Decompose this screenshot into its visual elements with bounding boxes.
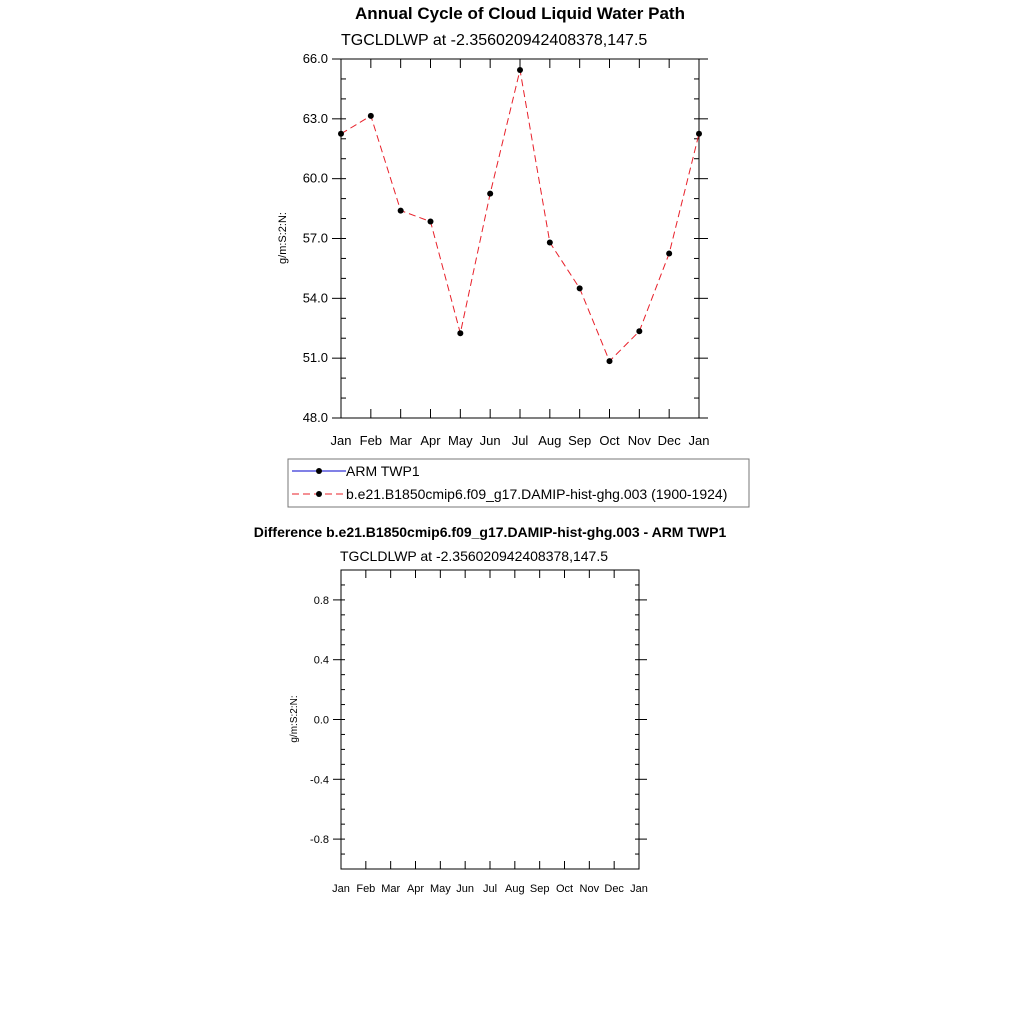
x-tick-label: Oct — [599, 433, 620, 448]
x-tick-label: Feb — [359, 433, 383, 448]
y-tick-label: -0.4 — [310, 774, 329, 787]
y-tick-label: -0.8 — [310, 834, 329, 847]
x-tick-label: Dec — [657, 433, 681, 448]
y-tick-label: 63.0 — [302, 110, 328, 126]
series-2-point — [398, 208, 404, 214]
x-tick-label: Jul — [482, 883, 498, 895]
y-tick-label: 0.4 — [313, 654, 329, 667]
series-2-line — [341, 70, 699, 361]
x-tick-label: Jan — [630, 883, 648, 895]
difference-chart-title: Difference b.e21.B1850cmip6.f09_g17.DAMIP-hist-ghg.003 - ARM TWP1 — [253, 524, 727, 540]
y-tick-label: 57.0 — [302, 230, 328, 246]
series-2-point — [457, 330, 463, 336]
series-2-point — [428, 219, 434, 225]
series-2-point — [696, 131, 702, 137]
x-tick-label: Feb — [356, 883, 376, 895]
x-tick-label: Jun — [456, 883, 475, 895]
difference-chart-subtitle: TGCLDLWP at -2.356020942408378,147.5 — [340, 548, 609, 564]
x-tick-label: May — [429, 883, 451, 895]
series-2-point — [487, 191, 493, 197]
x-tick-label: Dec — [604, 883, 624, 895]
y-tick-label: 54.0 — [302, 290, 328, 306]
x-tick-label: Aug — [505, 883, 525, 895]
series-2-point — [338, 131, 344, 137]
series-2-point — [547, 239, 553, 245]
legend-marker-series-1 — [316, 468, 322, 474]
y-tick-label: 51.0 — [302, 350, 328, 366]
series-2-point — [577, 285, 583, 291]
legend-marker-series-2 — [316, 491, 322, 497]
x-tick-label: Apr — [406, 883, 425, 895]
bottom-plot-area — [310, 570, 648, 895]
y-tick-label: 0.0 — [313, 714, 329, 727]
x-tick-label: Mar — [381, 883, 401, 895]
chart-subtitle: TGCLDLWP at -2.356020942408378,147.5 — [341, 32, 648, 49]
chart-title: Annual Cycle of Cloud Liquid Water Path — [355, 4, 685, 23]
x-tick-label: Aug — [538, 433, 562, 448]
x-tick-label: Oct — [555, 883, 574, 895]
x-tick-label: Jul — [511, 433, 529, 448]
x-tick-label: Apr — [420, 433, 441, 448]
legend-label-series-1: ARM TWP1 — [346, 463, 420, 479]
legend-label-series-2: b.e21.B1850cmip6.f09_g17.DAMIP-hist-ghg.003 (1900-1924) — [346, 486, 728, 502]
top-plot-area — [303, 51, 710, 448]
bottom-y-axis-label: g/m:S:2:N: — [289, 695, 300, 743]
x-tick-label: Mar — [389, 433, 412, 448]
y-tick-label: 66.0 — [302, 51, 328, 66]
x-tick-label: Nov — [627, 433, 651, 448]
legend — [288, 459, 749, 507]
x-tick-label: Jan — [688, 433, 710, 448]
x-tick-label: May — [448, 433, 473, 448]
y-tick-label: 0.8 — [313, 594, 329, 607]
x-tick-label: Jan — [332, 883, 350, 895]
y-tick-label: 60.0 — [302, 170, 328, 186]
series-2-point — [636, 328, 642, 334]
series-2-point — [368, 113, 374, 119]
x-tick-label: Sep — [568, 433, 592, 448]
top-y-axis-label: g/m:S:2:N: — [277, 212, 289, 264]
x-tick-label: Jan — [330, 433, 352, 448]
series-2-point — [517, 67, 523, 73]
x-tick-label: Jun — [479, 433, 501, 448]
y-tick-label: 48.0 — [302, 410, 328, 425]
plot-frame — [341, 570, 639, 869]
x-tick-label: Nov — [579, 883, 600, 895]
plot-frame — [341, 59, 699, 418]
series-2-point — [666, 250, 672, 256]
x-tick-label: Sep — [529, 883, 550, 895]
series-2-point — [607, 358, 613, 364]
